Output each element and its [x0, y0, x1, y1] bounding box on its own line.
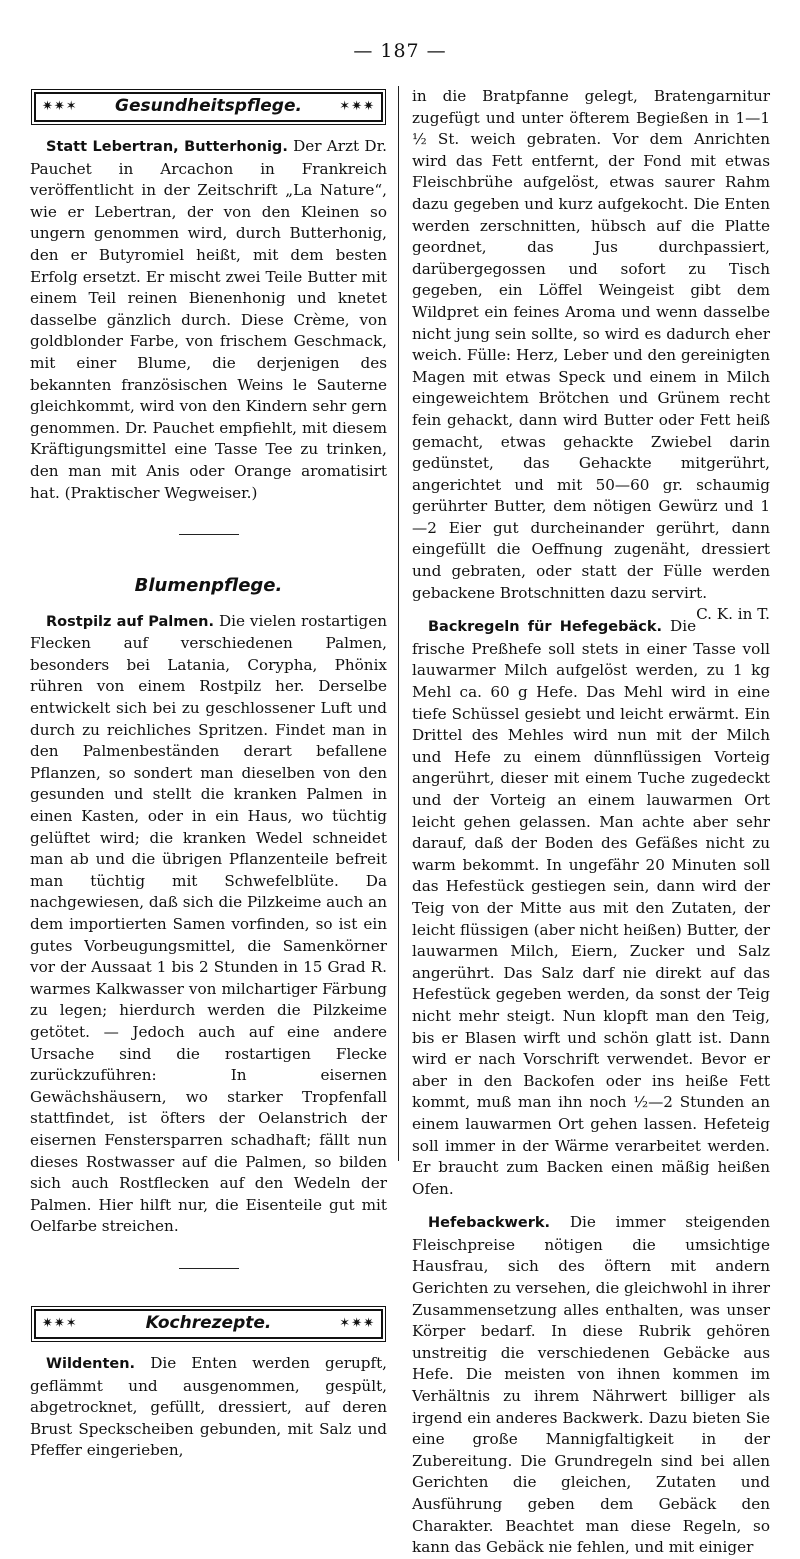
- article-title: Rostpilz auf Palmen.: [46, 613, 214, 630]
- right-column: [412, 86, 770, 1559]
- article-text: in die Bratpfanne gelegt, Bratengarnitur zugefügt und unter öfterem Begießen in 1—1 ½ St. weich gebraten. Vor dem Anrichten wird das Fett entfernt, der Fond mit etwas Fleischbrühe aufgelöst, etwas saurer Rahm dazu gegeben und kurz aufgekocht. Die Enten werden zerschnitten, hübsch auf die Platte geordnet, das Jus durchpassiert, darübergegossen und sofort zu Tisch gegeben, ein Löffel Weingeist gibt dem Wildpret ein feines Aroma und wenn dasselbe nicht jung sein sollte, so wird es dadurch eher weich. Fülle: Herz, Leber und den gereinigten Magen mit etwas Speck und einem in Milch eingeweichtem Brötchen und Grünem recht fein gehackt, dann wird Butter oder Fett heiß gemacht, etwas gehackte Zwiebel darin gedünstet, das Gehackte mitgerührt, angerichtet und mit 50—60 gr. schaumig gerührter Butter, dem nötigen Gewürz und 1—2 Eier gut durcheinander gerührt, dann eingefüllt die Oeffnung zugenäht, dressiert und gebraten, oder statt der Fülle werden gebackene Brotschnitten dazu servirt.: [412, 87, 770, 602]
- ornament-icon: ✶✷✷: [339, 99, 375, 115]
- article-title: Hefebackwerk.: [428, 1215, 551, 1232]
- article-title: Wildenten.: [46, 1355, 136, 1372]
- section-title: Kochrezepte.: [145, 1313, 272, 1334]
- ornament-icon: ✶✷✷: [339, 1316, 375, 1332]
- article-text: Die Enten werden gerupft, geflämmt und ausgenommen, gespült, abgetrocknet, gefüllt, dressiert, auf deren Brust Speckscheiben gebunden, mit Salz und Pfeffer eingerieben,: [30, 1353, 388, 1460]
- separator: [179, 534, 239, 535]
- article-text: Die frische Preßhefe soll stets in einer Tasse voll lauwarmer Milch aufgelöst werden, zu 1 kg Mehl ca. 60 g Hefe. Das Mehl wird in eine tiefe Schüssel gesiebt und leicht erwärmt. Ein Drittel des Mehles wird nun mit der Milch und Hefe zu einem dünnflüssigen Vorteig angerührt, dieser mit einem Tuche zugedeckt und der Vorteig an einem lauwarmen Ort leicht gehen gelassen. Man achte aber sehr darauf, daß der Boden des Gefäßes nicht zu warm bekommt. In ungefähr 20 Minuten soll das Hefestück gestiegen sein, dann wird der Teig von der Mitte aus mit den Zutaten, der leicht flüssigen (aber nicht heißen) Butter, der lauwarmen Milch, Eiern, Zucker und Salz angerührt. Das Salz darf nie direkt auf das Hefestück gegeben werden, da sonst der Teig nicht mehr steigt. Nun klopft man den Teig, bis er Blasen wirft und schön glatt ist. Dann wird er nach Vorschrift verwendet. Bevor er aber in den Backofen oder ins heiße Fett kommt, muß man ihn noch ½—2 Stunden an einem lauwarmen Ort gehen lassen. Hefeteig soll immer in der Wärme verarbeitet werden. Er braucht zum Backen einen mäßig heißen Ofen.: [412, 617, 770, 1198]
- section-header-health: [34, 92, 383, 122]
- article-source: (Praktischer Wegweiser.): [64, 483, 258, 502]
- section-header-recipes: [34, 1309, 383, 1339]
- article-wildenten-cont: [412, 86, 770, 624]
- article-rostpilz: [30, 611, 387, 1238]
- article-title: Backregeln für Hefegebäck.: [428, 619, 663, 636]
- ornament-icon: ✷✷✶: [42, 1316, 78, 1332]
- article-wildenten: [30, 1353, 387, 1462]
- separator: [179, 1268, 239, 1269]
- article-butterhonig: [30, 136, 387, 504]
- article-backregeln: [412, 616, 770, 1200]
- article-text: Die vielen rostartigen Flecken auf verschiedenen Palmen, besonders bei Latania, Corypha, Phönix rühren von einem Rostpilz her. Derselbe entwickelt sich bei zu geschlossener Luft und durch zu reichliches Spritzen. Findet man in den Palmenbeständen derart befallene Pflanzen, so sondert man dieselben von den gesunden und stellt die kranken Palmen in einen Kasten, oder in ein Haus, wo tüchtig gelüftet wird; die kranken Wedel schneidet man ab und die übrigen Pflanzenteile befreit man tüchtig mit Schwefelblüte. Da nachgewiesen, daß sich die Pilzkeime auch an dem importierten Samen vorfinden, so ist ein gutes Vorbeugungsmittel, die Samenkörner vor der Aussaat 1 bis 2 Stunden in 15 Grad R. warmes Kalkwasser von milchartiger Färbung zu legen; hierdurch werden die Pilzkeime getötet. — Jedoch auch auf eine andere Ursache sind die rostartigen Flecke zurückzuführen: In eisernen Gewächshäusern, wo starker Tropfenfall stattfindet, ist öfters der Oelanstrich der eisernen Fenstersparren schadhaft; fällt nun dieses Rostwasser auf die Palmen, so bilden sich auch Rostflecken auf den Wedeln der Palmen. Hier hilft nur, die Eisenteile gut mit Oelfarbe streichen.: [30, 611, 388, 1236]
- ornament-icon: ✷✷✶: [42, 99, 78, 115]
- article-hefebackwerk: [412, 1212, 770, 1559]
- left-column: [30, 86, 387, 1462]
- article-text: Die immer steigenden Fleischpreise nötigen die umsichtige Hausfrau, sich des öftern mit andern Gerichten zu versehen, die gleichwohl in ihrer Zusammensetzung alles enthalten, was unser Körper bedarf. In diese Rubrik gehören unstreitig die verschiedenen Gebäcke aus Hefe. Die meisten von ihnen kommen im Verhältnis zu ihrem Nährwert billiger als irgend ein anderes Backwerk. Dazu bieten Sie eine große Mannigfaltigkeit in der Zubereitung. Die Grundregeln sind bei allen Gerichten die gleichen, Zutaten und Ausführung geben dem Gebäck den Charakter. Beachtet man diese Regeln, so kann das Gebäck nie fehlen, und mit einiger: [412, 1213, 770, 1557]
- article-text: Der Arzt Dr. Pauchet in Arcachon in Frankreich veröffentlicht in der Zeitschrift „La Nature“, wie er Lebertran, der von den Kleinen so ungern genommen wird, durch Butterhonig, den er Butyromiel heißt, mit dem besten Erfolg ersetzt. Er mischt zwei Teile Butter mit einem Teil reinen Bienenhonig und knetet dasselbe gänzlich durch. Diese Crème, von goldblonder Farbe, von frischem Geschmack, mit einer Blume, die derjenigen des bekannten französischen Weins le Sauterne gleichkommt, wird von den Kindern sehr gern genommen. Dr. Pauchet empfiehlt, mit diesem Kräftigungsmittel eine Tasse Tee zu trinken, den man mit Anis oder Orange aromatisirt hat.: [30, 137, 387, 502]
- section-header-flowers: Blumenpflege.: [134, 575, 283, 597]
- column-divider: [398, 86, 399, 1161]
- section-title: Gesundheitspflege.: [115, 96, 302, 117]
- article-source: C. K. in T.: [696, 605, 770, 624]
- article-title: Statt Lebertran, Butterhonig.: [46, 139, 288, 155]
- page-number: — 187 —: [353, 40, 447, 62]
